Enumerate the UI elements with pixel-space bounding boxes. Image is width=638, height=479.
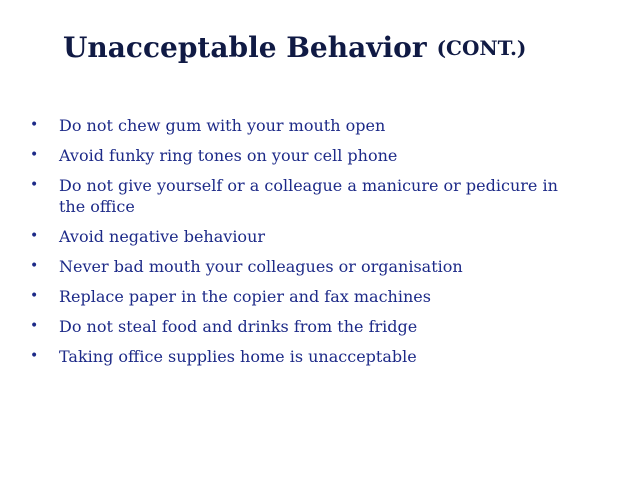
bullet-text: Never bad mouth your colleagues or organisation <box>59 257 463 276</box>
bullet-icon: • <box>30 228 39 244</box>
bullet-item <box>30 226 620 247</box>
bullet-text: Do not give yourself or a colleague a manicure or pedicure in the office <box>59 176 558 216</box>
bullet-icon: • <box>30 348 39 364</box>
bullet-icon: • <box>30 318 39 334</box>
bullet-item <box>30 175 620 217</box>
bullet-item <box>30 256 620 277</box>
slide-title <box>63 28 526 68</box>
bullet-text: Avoid negative behaviour <box>59 227 266 246</box>
bullet-text: Taking office supplies home is unacceptable <box>59 347 417 366</box>
bullet-list <box>30 115 620 376</box>
bullet-item <box>30 316 620 337</box>
bullet-text: Do not steal food and drinks from the fridge <box>59 317 418 336</box>
slide-title-main: Unacceptable Behavior <box>63 31 427 64</box>
bullet-item <box>30 145 620 166</box>
bullet-item <box>30 286 620 307</box>
bullet-icon: • <box>30 177 39 193</box>
bullet-icon: • <box>30 117 39 133</box>
bullet-text: Do not chew gum with your mouth open <box>59 116 386 135</box>
bullet-icon: • <box>30 147 39 163</box>
slide-title-suffix: (CONT.) <box>436 36 527 60</box>
bullet-item <box>30 346 620 367</box>
bullet-icon: • <box>30 258 39 274</box>
bullet-text: Replace paper in the copier and fax machines <box>59 287 431 306</box>
bullet-text: Avoid funky ring tones on your cell phone <box>59 146 398 165</box>
bullet-item <box>30 115 620 136</box>
bullet-icon: • <box>30 288 39 304</box>
